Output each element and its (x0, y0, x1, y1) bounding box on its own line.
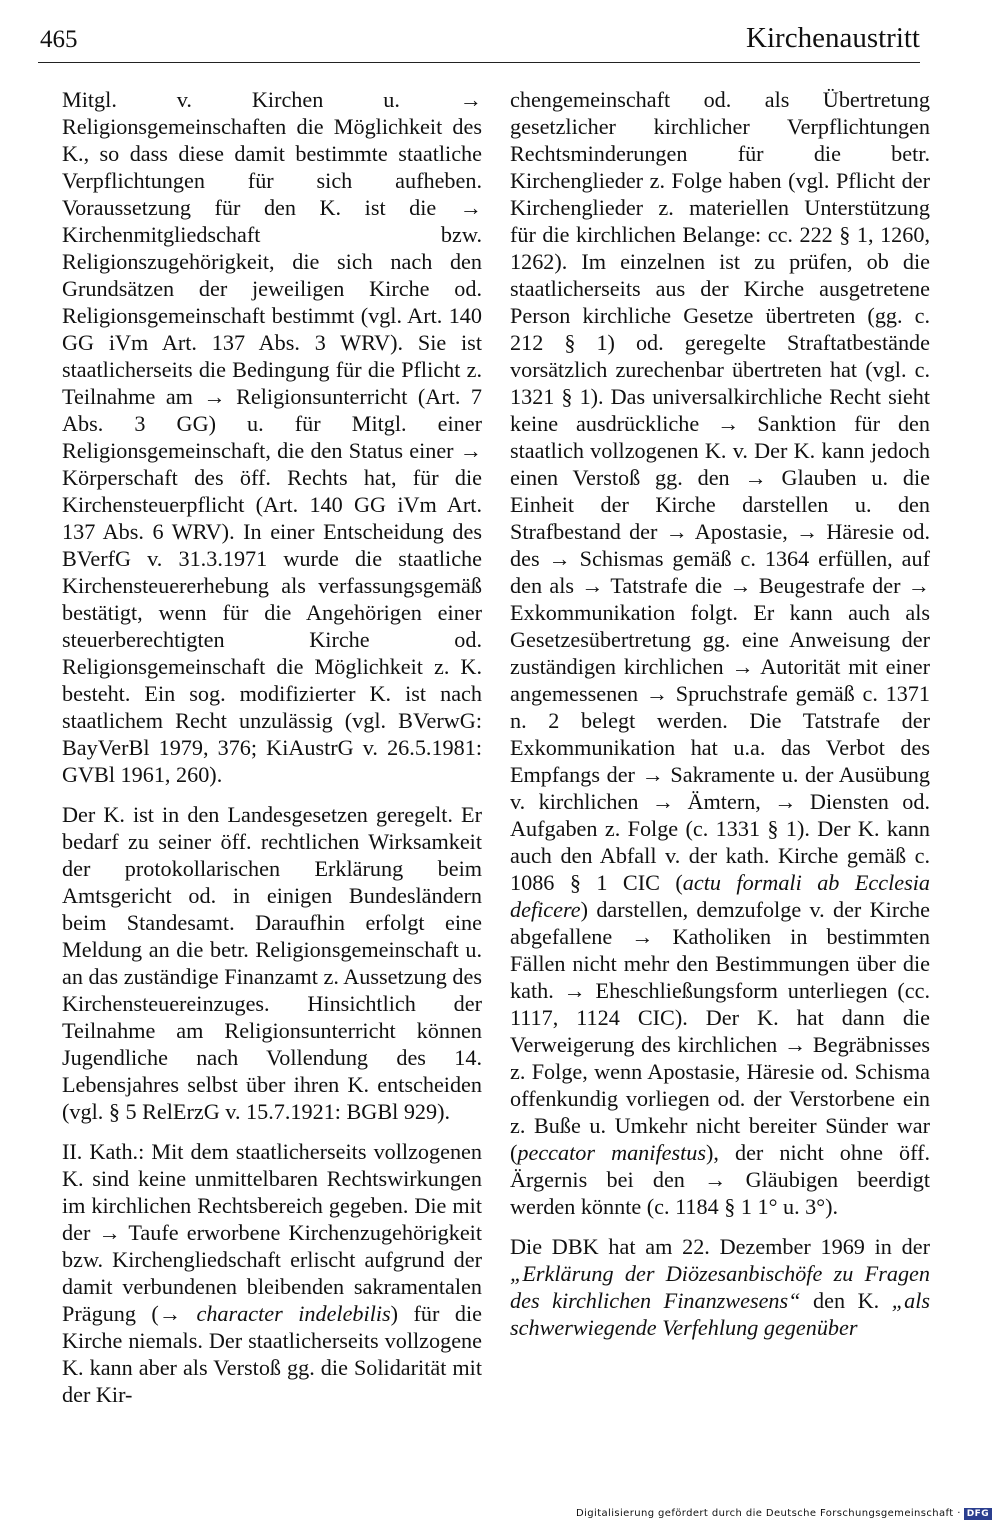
right-paragraph-1 (510, 86, 930, 1220)
italic-term: character indelebilis (196, 1301, 391, 1326)
text-span: ) darstellen, demzufolge v. der Kirche abgefallene → Katholiken in bestimmten Fällen nicht mehr den Bestimmungen über die kath. → Eheschließungsform unterliegen (cc. 1117, 1124 CIC). Der K. hat dann die Verweigerung des kirchlichen → Begräbnisses z. Folge, wenn Apostasie, Häresie od. Schisma offenkundig vorliegen od. der Verstorbene ein z. Buße u. Umkehr nicht bereiter Sünder war ( (510, 897, 930, 1165)
text-span: den K. (800, 1288, 892, 1313)
running-head: Kirchenaustritt (746, 22, 920, 54)
left-paragraph-3 (62, 1138, 482, 1408)
italic-quote: „Erklärung der Diözesanbischöfe zu Fragen des kirchlichen Finanzwesens“ (510, 1261, 930, 1313)
italic-term: actu formali ab Ecclesia deficere (510, 870, 930, 922)
header-rule (38, 62, 920, 63)
italic-quote: „als schwerwiegende Verfehlung gegenüber (510, 1288, 930, 1340)
text-span: II. Kath.: Mit dem staatlicherseits vollzogenen K. sind keine unmittelbaren Rechtswirkungen im kirchlichen Rechtsbereich gegeben. Die mit der → Taufe erworbene Kirchenzugehörigkeit bzw. Kirchengliedschaft erlischt aufgrund der damit verbundenen bleibenden sakramentalen Prägung (→ (62, 1139, 482, 1326)
digitization-footer (576, 1508, 992, 1520)
italic-term: peccator manifestus (517, 1140, 706, 1165)
footer-text: Digitalisierung gefördert durch die Deutsche Forschungsgemeinschaft · (575, 1508, 961, 1519)
text-span: chengemeinschaft od. als Übertretung gesetzlicher kirchlicher Verpflichtungen Rechtsminderungen für die betr. Kirchenglieder z. Folge haben (vgl. Pflicht der Kirchenglieder z. materiellen Unterstützung für die kirchlichen Belange: cc. 222 § 1, 1260, 1262). Im einzelnen ist zu prüfen, ob die staatlicherseits aus der Kirche ausgetretene Person kirchliche Gesetze übertreten (gg. c. 212 § 1) od. geregelte Straftatbestände vorsätzlich zurechenbar übertreten hat (vgl. c. 1321 § 1). Das universalkirchliche Recht sieht keine ausdrückliche → Sanktion für den staatlich vollzogenen K. v. Der K. kann jedoch einen Verstoß gg. den → Glauben u. die Einheit der Kirche darstellen u. den Strafbestand der → Apostasie, → Häresie od. des → Schismas gemäß c. 1364 erfüllen, auf den als → Tatstrafe die → Beugestrafe der → Exkommunikation folgt. Er kann auch als Gesetzesübertretung gg. eine Anweisung der zuständigen kirchlichen → Autorität mit einer angemessenen → Spruchstrafe gemäß c. 1371 n. 2 belegt werden. Die Tatstrafe der Exkommunikation hat u.a. das Verbot des Empfangs der → Sakramente u. der Ausübung v. kirchlichen → Ämtern, → Diensten od. Aufgaben z. Folge (c. 1331 § 1). Der K. kann auch den Abfall v. der kath. Kirche gemäß c. 1086 § 1 CIC ( (510, 87, 930, 895)
left-column (62, 86, 482, 1421)
right-paragraph-2 (510, 1233, 930, 1341)
page-number: 465 (40, 26, 78, 53)
right-column (510, 86, 930, 1354)
dfg-logo: DFG (964, 1508, 992, 1520)
text-span: ) für die Kirche niemals. Der staatlicherseits vollzogene K. kann aber als Verstoß gg. die Solidarität mit der Kir- (62, 1301, 482, 1407)
text-span: ), der nicht ohne öff. Ärgernis bei den → Gläubigen beerdigt werden könnte (c. 1184 § 1 1° u. 3°). (510, 1140, 931, 1219)
left-paragraph-2: Der K. ist in den Landesgesetzen geregelt. Er bedarf zu seiner öff. rechtlichen Wirksamkeit der protokollarischen Erklärung beim Amtsgericht od. in einigen Bundesländern beim Standesamt. Daraufhin erfolgt eine Meldung an die betr. Religionsgemeinschaft u. an das zuständige Finanzamt z. Aussetzung des Kirchensteuereinzuges. Hinsichtlich der Teilnahme am Religionsunterricht können Jugendliche nach Vollendung des 14. Lebensjahres selbst über ihren K. entscheiden (vgl. § 5 RelErzG v. 15.7.1921: BGBl 929). (62, 802, 482, 1124)
text-span: Die DBK hat am 22. Dezember 1969 in der (510, 1234, 930, 1259)
left-paragraph-1: Mitgl. v. Kirchen u. → Religionsgemeinschaften die Möglichkeit des K., so dass diese damit bestimmte staatliche Verpflichtungen für sich aufheben. Voraussetzung für den K. ist die → Kirchenmitgliedschaft bzw. Religionszugehörigkeit, die sich nach den Grundsätzen der jeweiligen Kirche od. Religionsgemeinschaft bestimmt (vgl. Art. 140 GG iVm Art. 137 Abs. 3 WRV). Sie ist staatlicherseits die Bedingung für die Pflicht z. Teilnahme am → Religionsunterricht (Art. 7 Abs. 3 GG) u. für Mitgl. einer Religionsgemeinschaft, die den Status einer → Körperschaft des öff. Rechts hat, für die Kirchensteuerpflicht (Art. 140 GG iVm Art. 137 Abs. 6 WRV). In einer Entscheidung des BVerfG v. 31.3.1971 wurde die staatliche Kirchensteuererhebung als verfassungsgemäß bestätigt, wenn für die Angehörigen einer steuerberechtigten Kirche od. Religionsgemeinschaft die Möglichkeit z. K. besteht. Ein sog. modifizierter K. ist nach staatlichem Recht unzulässig (vgl. BVerwG: BayVerBl 1979, 376; KiAustrG v. 26.5.1981: GVBl 1961, 260). (62, 87, 482, 787)
